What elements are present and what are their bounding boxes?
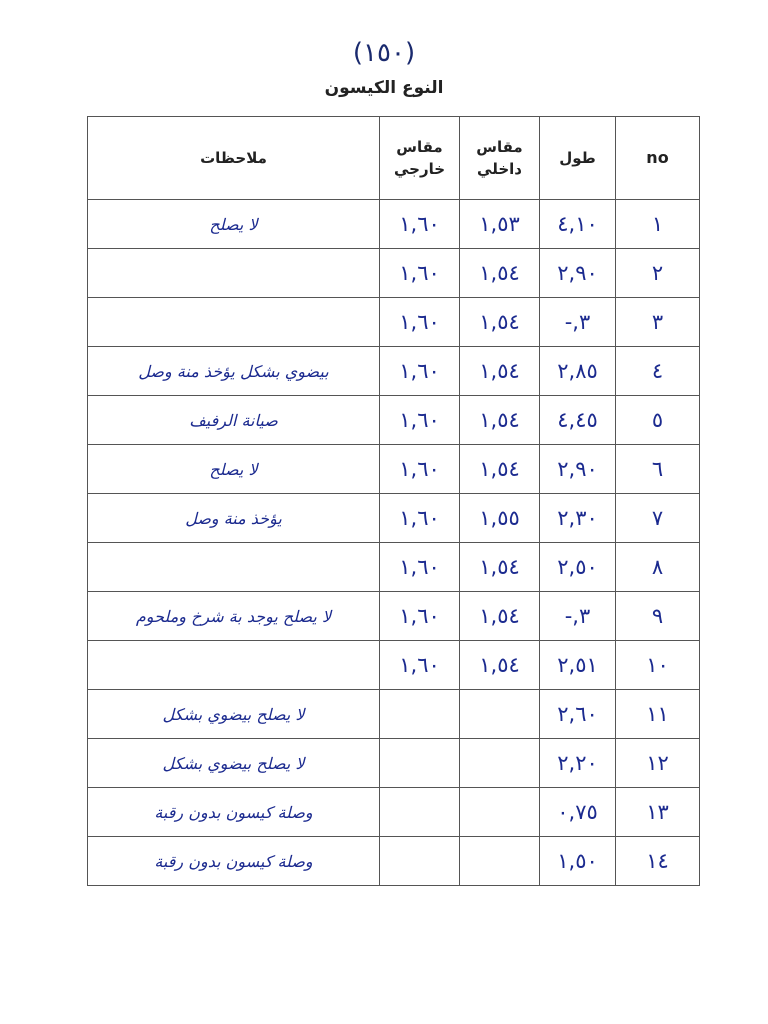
table-row: [88, 298, 700, 347]
row-notes-cell: [88, 788, 380, 837]
row-notes-cell: [88, 739, 380, 788]
row-outer-size: ١,٦٠: [399, 408, 440, 432]
row-number: ١١: [646, 702, 669, 726]
row-outer-size-cell: [380, 494, 460, 543]
row-number-cell: [616, 788, 700, 837]
row-number-cell: [616, 543, 700, 592]
row-inner-size: ١,٥٤: [479, 310, 520, 334]
row-inner-size-cell: [460, 592, 540, 641]
row-number: ٢: [651, 261, 664, 285]
row-notes-cell: [88, 592, 380, 641]
row-length: ٢,٩٠: [557, 261, 598, 285]
row-notes-cell: [88, 200, 380, 249]
row-length: ٢,٦٠: [557, 702, 598, 726]
row-number-cell: [616, 298, 700, 347]
row-length-cell: [540, 445, 616, 494]
row-outer-size-cell: [380, 739, 460, 788]
row-notes: يؤخذ منة وصل: [185, 508, 282, 528]
row-number-cell: [616, 200, 700, 249]
row-outer-size: ١,٦٠: [399, 212, 440, 236]
row-notes-cell: [88, 543, 380, 592]
row-inner-size-cell: [460, 347, 540, 396]
table-row: [88, 445, 700, 494]
row-notes: لا يصلح بيضوي بشكل: [162, 704, 305, 724]
row-inner-size-cell: [460, 641, 540, 690]
row-inner-size: ١,٥٤: [479, 261, 520, 285]
row-number-cell: [616, 837, 700, 886]
row-length-cell: [540, 494, 616, 543]
row-outer-size-cell: [380, 788, 460, 837]
row-outer-size-cell: [380, 249, 460, 298]
table-row: [88, 837, 700, 886]
document-title: النوع الكيسون: [324, 78, 444, 98]
row-length: ٤,٤٥: [557, 408, 598, 432]
row-inner-size-cell: [460, 837, 540, 886]
row-number-cell: [616, 347, 700, 396]
row-length-cell: [540, 347, 616, 396]
row-length: ٢,٨٥: [557, 359, 598, 383]
row-notes: لا يصلح: [209, 214, 258, 234]
row-length-cell: [540, 543, 616, 592]
row-length: ٢,٣٠: [557, 506, 598, 530]
row-outer-size: ١,٦٠: [399, 506, 440, 530]
row-length: ٤,١٠: [557, 212, 598, 236]
row-notes: لا يصلح يوجد بة شرخ وملحوم: [135, 606, 332, 626]
table-row: [88, 200, 700, 249]
table-row: [88, 494, 700, 543]
row-number: ١٤: [646, 849, 669, 873]
row-notes-cell: [88, 690, 380, 739]
table-row: [88, 592, 700, 641]
row-length-cell: [540, 788, 616, 837]
row-outer-size: ١,٦٠: [399, 359, 440, 383]
row-notes: وصلة كيسون بدون رقبة: [154, 802, 313, 822]
header-outer-size: مقاس خارجي: [380, 117, 460, 200]
row-inner-size-cell: [460, 249, 540, 298]
row-notes-cell: [88, 249, 380, 298]
row-outer-size-cell: [380, 347, 460, 396]
row-inner-size-cell: [460, 445, 540, 494]
row-inner-size: ١,٥٤: [479, 408, 520, 432]
row-length-cell: [540, 739, 616, 788]
row-number-cell: [616, 592, 700, 641]
row-notes-cell: [88, 837, 380, 886]
row-outer-size: ١,٦٠: [399, 457, 440, 481]
table-row: [88, 641, 700, 690]
row-inner-size: ١,٥٥: [479, 506, 520, 530]
row-number: ١٣: [646, 800, 669, 824]
row-number-cell: [616, 494, 700, 543]
row-inner-size: ١,٥٤: [479, 653, 520, 677]
document-number: (١٥٠): [352, 38, 416, 68]
row-length: ١,٥٠: [557, 849, 598, 873]
row-inner-size: ١,٥٣: [479, 212, 520, 236]
row-notes-cell: [88, 494, 380, 543]
row-notes: لا يصلح: [209, 459, 258, 479]
row-number-cell: [616, 739, 700, 788]
row-number-cell: [616, 249, 700, 298]
row-inner-size-cell: [460, 396, 540, 445]
header-notes: ملاحظات: [88, 117, 380, 200]
table-row: [88, 788, 700, 837]
row-notes-cell: [88, 445, 380, 494]
row-length: ٢,٢٠: [557, 751, 598, 775]
table-row: [88, 690, 700, 739]
table-header-row: [88, 117, 700, 200]
table-row: [88, 249, 700, 298]
row-outer-size: ١,٦٠: [399, 310, 440, 334]
row-length: ٣,-: [564, 310, 591, 334]
row-length: ٣,-: [564, 604, 591, 628]
row-outer-size-cell: [380, 543, 460, 592]
row-inner-size-cell: [460, 494, 540, 543]
row-outer-size-cell: [380, 298, 460, 347]
row-notes-cell: [88, 396, 380, 445]
row-notes-cell: [88, 641, 380, 690]
row-number: ٩: [651, 604, 664, 628]
row-number: ١: [651, 212, 664, 236]
row-length-cell: [540, 641, 616, 690]
row-notes: بيضوي بشكل يؤخذ منة وصل: [138, 361, 329, 381]
table-row: [88, 739, 700, 788]
row-number-cell: [616, 690, 700, 739]
table-row: [88, 396, 700, 445]
row-notes-cell: [88, 298, 380, 347]
row-number: ٧: [651, 506, 664, 530]
row-number: ١٢: [646, 751, 669, 775]
caisson-table: [87, 116, 700, 886]
row-length-cell: [540, 592, 616, 641]
header-inner-size: مقاس داخلي: [460, 117, 540, 200]
row-length-cell: [540, 249, 616, 298]
row-number-cell: [616, 641, 700, 690]
row-length: ٢,٩٠: [557, 457, 598, 481]
row-inner-size: ١,٥٤: [479, 457, 520, 481]
row-outer-size: ١,٦٠: [399, 261, 440, 285]
table-row: [88, 347, 700, 396]
row-number-cell: [616, 445, 700, 494]
header-no: no: [616, 117, 700, 200]
row-inner-size-cell: [460, 543, 540, 592]
row-number: ١٠: [646, 653, 669, 677]
row-length: ٢,٥١: [557, 653, 598, 677]
row-length: ٠,٧٥: [557, 800, 598, 824]
row-outer-size-cell: [380, 200, 460, 249]
row-inner-size-cell: [460, 690, 540, 739]
row-length-cell: [540, 396, 616, 445]
row-number: ٨: [651, 555, 664, 579]
row-inner-size: ١,٥٤: [479, 359, 520, 383]
row-inner-size: ١,٥٤: [479, 555, 520, 579]
row-outer-size: ١,٦٠: [399, 555, 440, 579]
row-inner-size-cell: [460, 739, 540, 788]
row-outer-size-cell: [380, 641, 460, 690]
row-outer-size-cell: [380, 396, 460, 445]
row-length-cell: [540, 837, 616, 886]
row-outer-size-cell: [380, 690, 460, 739]
row-outer-size: ١,٦٠: [399, 604, 440, 628]
row-number: ٦: [651, 457, 664, 481]
row-outer-size: ١,٦٠: [399, 653, 440, 677]
row-notes: لا يصلح بيضوي بشكل: [162, 753, 305, 773]
table-row: [88, 543, 700, 592]
row-length-cell: [540, 298, 616, 347]
row-outer-size-cell: [380, 837, 460, 886]
row-outer-size-cell: [380, 592, 460, 641]
row-length-cell: [540, 200, 616, 249]
row-notes: وصلة كيسون بدون رقبة: [154, 851, 313, 871]
row-inner-size-cell: [460, 788, 540, 837]
row-length: ٢,٥٠: [557, 555, 598, 579]
row-inner-size: ١,٥٤: [479, 604, 520, 628]
row-notes: صيانة الرفيف: [189, 410, 278, 430]
row-number-cell: [616, 396, 700, 445]
row-number: ٥: [651, 408, 664, 432]
row-notes-cell: [88, 347, 380, 396]
header-length: طول: [540, 117, 616, 200]
row-inner-size-cell: [460, 200, 540, 249]
row-outer-size-cell: [380, 445, 460, 494]
row-length-cell: [540, 690, 616, 739]
row-number: ٤: [651, 359, 664, 383]
row-inner-size-cell: [460, 298, 540, 347]
row-number: ٣: [651, 310, 664, 334]
